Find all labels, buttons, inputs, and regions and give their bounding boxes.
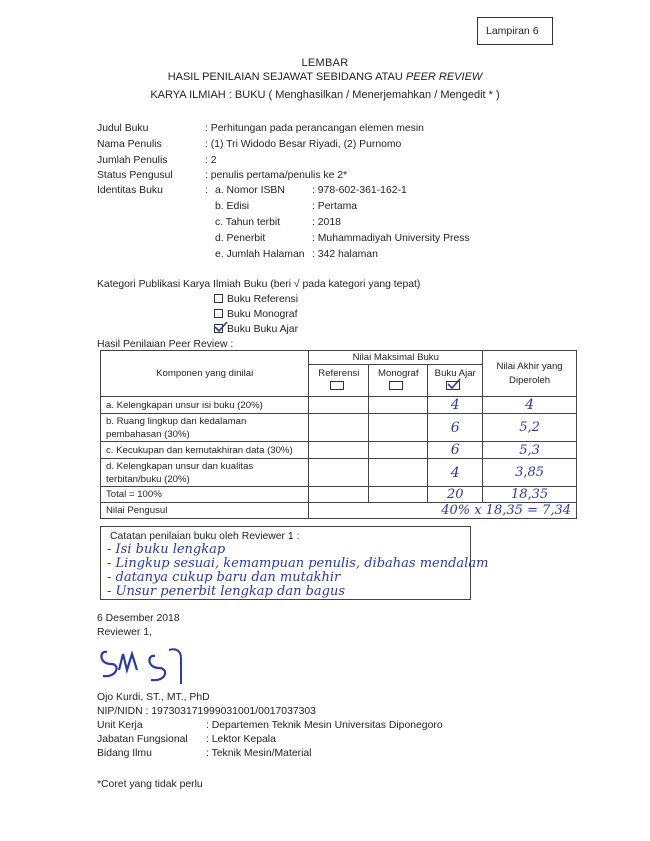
col-nilai-maks-header: Nilai Maksimal Buku bbox=[309, 351, 483, 365]
signature-image bbox=[97, 640, 201, 688]
subtitle-main: HASIL PENILAIAN SEJAWAT SEBIDANG ATAU bbox=[167, 71, 406, 83]
review-title: Hasil Penilaian Peer Review : bbox=[97, 339, 234, 350]
halaman-label: e. Jumlah Halaman bbox=[215, 249, 305, 260]
check-mark-icon bbox=[214, 321, 228, 333]
halaman-value: : 342 halaman bbox=[312, 249, 378, 260]
total-akhir: 18,35 bbox=[483, 487, 577, 503]
kategori-option-monograf[interactable] bbox=[214, 309, 297, 320]
jabatan-value: : Lektor Kepala bbox=[206, 734, 276, 745]
row-akhir: 5,2 bbox=[483, 414, 577, 442]
col-buku-ajar-header bbox=[428, 365, 483, 397]
row-referensi-cell bbox=[309, 397, 369, 414]
notes-box bbox=[100, 526, 489, 600]
total-label: Total = 100% bbox=[101, 487, 309, 503]
col-referensi-header bbox=[309, 365, 369, 397]
row-referensi-cell bbox=[309, 459, 369, 487]
row-monograf-cell bbox=[369, 487, 428, 503]
row-maks: 4 bbox=[428, 397, 483, 414]
judul-value: : Perhitungan pada perancangan elemen mesin bbox=[205, 123, 424, 134]
bidang-value: : Teknik Mesin/Material bbox=[206, 748, 312, 759]
note-line: - Isi buku lengkap bbox=[107, 542, 226, 557]
isbn-value: : 978-602-361-162-1 bbox=[312, 185, 407, 196]
row-maks: 6 bbox=[428, 442, 483, 459]
table-row bbox=[101, 459, 577, 487]
sign-role: Reviewer 1, bbox=[97, 627, 152, 638]
kategori-option-label: Buku Monograf bbox=[227, 309, 298, 320]
note-line: - Lingkup sesuai, kemampuan penulis, dibahas mendalam bbox=[107, 556, 489, 571]
kategori-option-label: Buku Referensi bbox=[227, 294, 299, 305]
penulis-label: Nama Penulis bbox=[97, 139, 162, 150]
total-maks: 20 bbox=[428, 487, 483, 503]
kategori-option-label: Buku Buku Ajar bbox=[227, 324, 299, 335]
jabatan-label: Jabatan Fungsional bbox=[97, 734, 188, 745]
checkbox-monograf[interactable] bbox=[214, 309, 223, 318]
doc-title: LEMBAR bbox=[301, 57, 349, 69]
lampiran-box bbox=[477, 17, 553, 45]
identitas-colon: : bbox=[205, 185, 208, 196]
referensi-label: Referensi bbox=[318, 368, 360, 379]
doc-subtitle-2: KARYA ILMIAH : BUKU ( Menghasilkan / Menerjemahkan / Mengedit * ) bbox=[150, 89, 500, 101]
kategori-title: Kategori Publikasi Karya Ilmiah Buku (beri √ pada kategori yang tepat) bbox=[97, 279, 421, 290]
judul-label: Judul Buku bbox=[97, 123, 149, 134]
unit-value: : Departemen Teknik Mesin Universitas Diponegoro bbox=[206, 720, 443, 731]
reviewer-name: Ojo Kurdi, ST., MT., PhD bbox=[97, 692, 210, 703]
col-monograf-header bbox=[369, 365, 428, 397]
isbn-label: a. Nomor ISBN bbox=[215, 185, 285, 196]
col-komponen-header: Komponen yang dinilai bbox=[101, 351, 309, 397]
monograf-label: Monograf bbox=[378, 368, 419, 379]
edisi-label: b. Edisi bbox=[215, 201, 250, 212]
row-monograf-cell bbox=[369, 414, 428, 442]
row-maks: 6 bbox=[428, 414, 483, 442]
row-akhir: 3,85 bbox=[483, 459, 577, 487]
row-monograf-cell bbox=[369, 397, 428, 414]
nilai-label: Nilai Pengusul bbox=[101, 503, 309, 519]
bidang-label: Bidang Ilmu bbox=[97, 748, 152, 759]
row-maks: 4 bbox=[428, 459, 483, 487]
doc-subtitle bbox=[0, 71, 650, 83]
nilai-value: 40% x 18,35 = 7,34 bbox=[309, 503, 577, 519]
check-mark-icon bbox=[447, 378, 461, 390]
row-komponen: c. Kecukupan dan kemutakhiran data (30%) bbox=[101, 442, 309, 459]
referensi-box bbox=[330, 381, 344, 390]
edisi-value: : Pertama bbox=[312, 201, 358, 212]
penerbit-value: : Muhammadiyah University Press bbox=[312, 233, 470, 244]
buku-ajar-box bbox=[446, 381, 460, 390]
col-nilai-akhir-header: Nilai Akhir yang Diperoleh bbox=[483, 351, 577, 397]
status-label: Status Pengusul bbox=[97, 170, 173, 181]
row-akhir: 4 bbox=[483, 397, 577, 414]
sign-date: 6 Desember 2018 bbox=[97, 613, 180, 624]
row-monograf-cell bbox=[369, 459, 428, 487]
monograf-box bbox=[389, 381, 403, 390]
note-line: - Unsur penerbit lengkap dan bagus bbox=[107, 584, 346, 599]
jumlah-label: Jumlah Penulis bbox=[97, 155, 168, 166]
footnote: *Coret yang tidak perlu bbox=[97, 779, 203, 790]
buku-ajar-label: Buku Ajar bbox=[434, 368, 476, 379]
table-row bbox=[101, 414, 577, 442]
tahun-value: : 2018 bbox=[312, 217, 341, 228]
row-komponen: a. Kelengkapan unsur isi buku (20%) bbox=[101, 397, 309, 414]
review-table bbox=[100, 350, 577, 519]
notes-title: Catatan penilaian buku oleh Reviewer 1 : bbox=[110, 531, 300, 542]
table-row bbox=[101, 397, 577, 414]
table-row bbox=[101, 442, 577, 459]
checkbox-referensi[interactable] bbox=[214, 294, 223, 303]
unit-label: Unit Kerja bbox=[97, 720, 143, 731]
penerbit-label: d. Penerbit bbox=[215, 233, 266, 244]
row-monograf-cell bbox=[369, 442, 428, 459]
subtitle-italic: PEER REVIEW bbox=[405, 71, 483, 83]
identitas-label: Identitas Buku bbox=[97, 185, 163, 196]
row-referensi-cell bbox=[309, 442, 369, 459]
kategori-option-buku-ajar[interactable] bbox=[214, 324, 298, 335]
jumlah-value: : 2 bbox=[205, 155, 217, 166]
reviewer-nip: NIP/NIDN : 197303171999031001/0017037303 bbox=[97, 706, 316, 717]
row-referensi-cell bbox=[309, 414, 369, 442]
row-referensi-cell bbox=[309, 487, 369, 503]
row-komponen: d. Kelengkapan unsur dan kualitas terbitan/buku (20%) bbox=[101, 459, 309, 487]
status-value: : penulis pertama/penulis ke 2* bbox=[205, 170, 348, 181]
note-line: - datanya cukup baru dan mutakhir bbox=[107, 570, 341, 585]
penulis-value: : (1) Tri Widodo Besar Riyadi, (2) Purnomo bbox=[205, 139, 402, 150]
nilai-row bbox=[101, 503, 577, 519]
tahun-label: c. Tahun terbit bbox=[215, 217, 281, 228]
lampiran-label: Lampiran 6 bbox=[486, 25, 539, 37]
kategori-option-referensi[interactable] bbox=[214, 294, 298, 305]
row-akhir: 5,3 bbox=[483, 442, 577, 459]
total-row bbox=[101, 487, 577, 503]
checkbox-buku-ajar[interactable] bbox=[214, 324, 223, 333]
row-komponen: b. Ruang lingkup dan kedalaman pembahasan (30%) bbox=[101, 414, 309, 442]
